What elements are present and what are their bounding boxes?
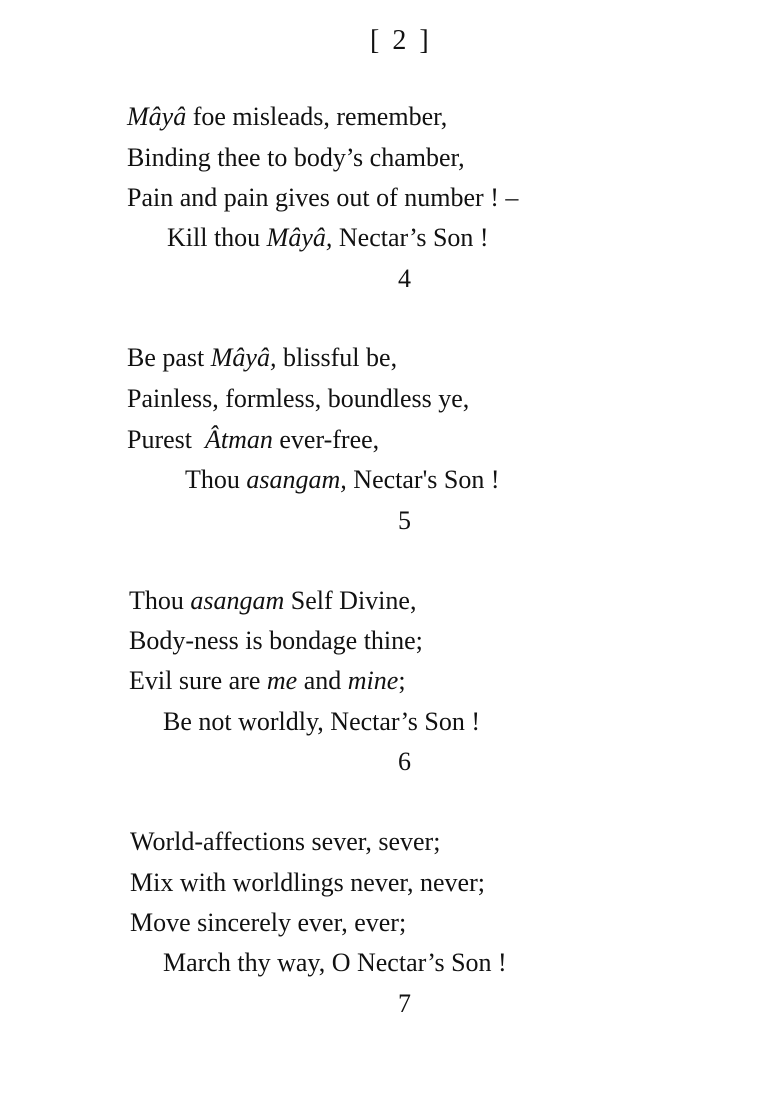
verse-line: Pain and pain gives out of number ! –: [127, 183, 519, 212]
verse-refrain: Kill thou Mâyâ, Nectar’s Son !: [167, 223, 489, 252]
stanza-number: 7: [398, 989, 411, 1018]
verse-line: Mâyâ foe misleads, remember,: [127, 102, 448, 131]
verse-line: Binding thee to body’s chamber,: [127, 143, 465, 172]
stanza-number: 4: [398, 264, 411, 293]
verse-line: Be past Mâyâ, blissful be,: [127, 343, 398, 372]
stanza-number: 6: [398, 747, 411, 776]
verse-line: Painless, formless, boundless ye,: [127, 384, 470, 413]
verse-line: Thou asangam Self Divine,: [129, 586, 417, 615]
verse-line: World-affections sever, sever;: [130, 827, 441, 856]
verse-refrain: March thy way, O Nectar’s Son !: [163, 948, 507, 977]
verse-line: Evil sure are me and mine;: [129, 666, 406, 695]
page-number: [ 2 ]: [370, 25, 432, 56]
verse-line: Mix with worldlings never, never;: [130, 868, 485, 897]
verse-refrain: Thou asangam, Nectar's Son !: [185, 465, 500, 494]
stanza-number: 5: [398, 506, 411, 535]
verse-line: Move sincerely ever, ever;: [130, 908, 407, 937]
verse-refrain: Be not worldly, Nectar’s Son !: [163, 707, 481, 736]
verse-line: Body-ness is bondage thine;: [129, 626, 423, 655]
verse-line: Purest Âtman ever-free,: [127, 425, 380, 454]
